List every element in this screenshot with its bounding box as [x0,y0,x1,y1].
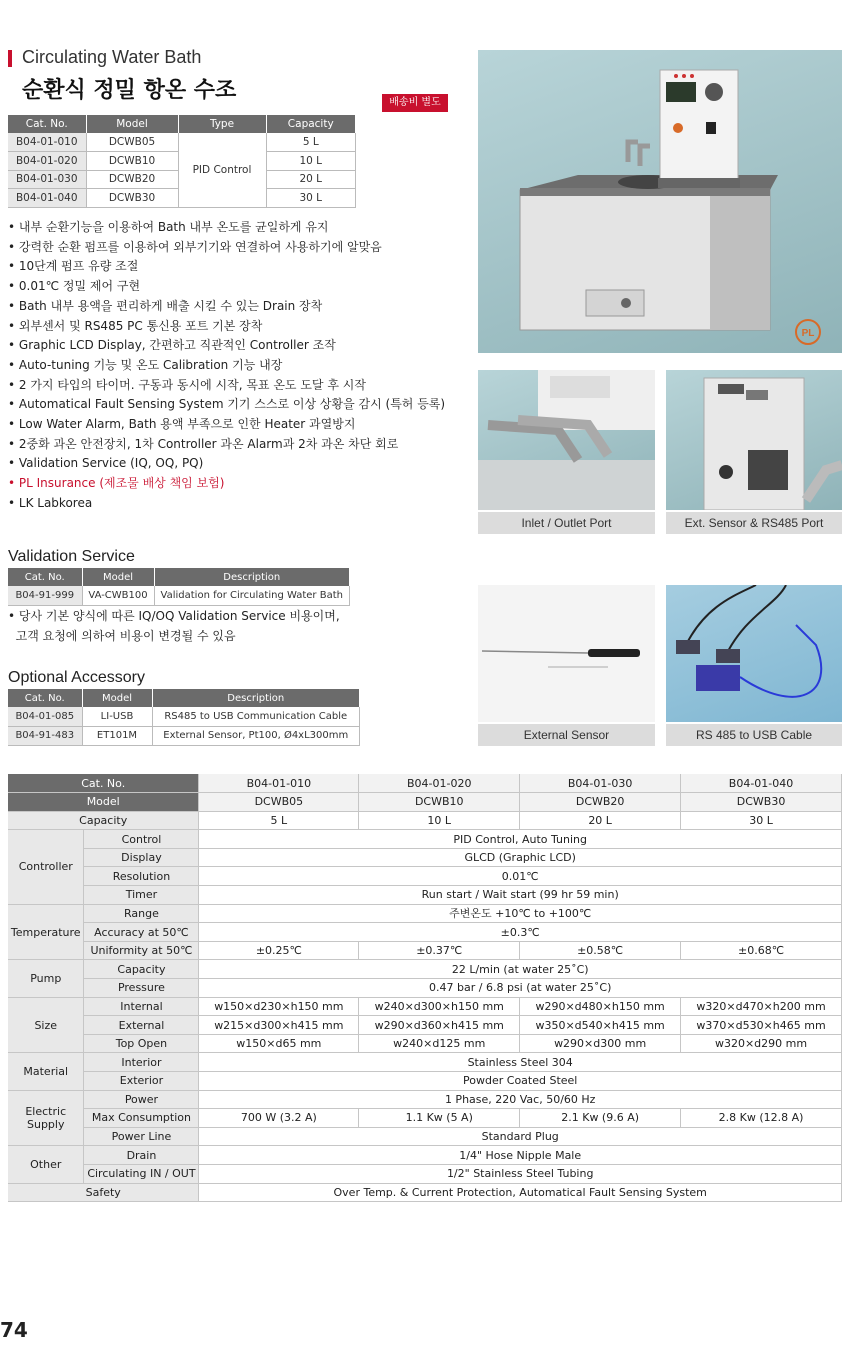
page-title-korean: 순환식 정밀 항온 수조 [22,78,237,103]
value-cell: Powder Coated Steel [199,1072,842,1091]
list-item: • 2중화 과온 안전장치, 1차 Controller 과온 Alarm과 2차 과온 차단 회로 [8,436,399,451]
value-cell: w370×d530×h465 mm [681,1016,842,1035]
row-label: Circulating IN / OUT [84,1164,199,1183]
row-label: Top Open [84,1034,199,1053]
cat-no-cell: B04-01-040 [681,774,842,793]
table-row [8,979,842,998]
inlet-outlet-photo [478,370,655,510]
table-row [8,941,842,960]
table-row [8,811,842,830]
row-label: Range [84,904,199,923]
capacity-cell: 5 L [199,811,359,830]
table-row [8,1146,842,1165]
cat-no-cell: B04-01-020 [8,152,86,171]
rs485-usb-photo [666,585,842,722]
capacity-cell: 10 L [359,811,520,830]
table-row [8,830,842,849]
group-controller: Controller [8,830,84,904]
value-cell: w150×d65 mm [199,1034,359,1053]
capacity-cell: 20 L [266,170,356,189]
model-cell: DCWB20 [86,170,178,189]
spec-table [8,774,842,1202]
header-description: Description [154,568,350,586]
description-cell: Validation for Circulating Water Bath [154,586,350,605]
table-row [8,923,842,942]
cat-no-cell: B04-01-010 [199,774,359,793]
model-cell: DCWB05 [199,793,359,812]
value-cell: ±0.3℃ [199,923,842,942]
list-item: • Graphic LCD Display, 간편하고 직관적인 Controller 조작 [8,338,336,353]
cat-no-cell: B04-01-040 [8,189,86,208]
cat-no-cell: B04-01-030 [8,170,86,189]
row-label: Exterior [84,1072,199,1091]
water-bath-illustration [478,50,842,353]
cat-no-cell: B04-91-483 [8,726,82,745]
capacity-label: Capacity [8,811,199,830]
capacity-cell: 20 L [520,811,681,830]
table-row [8,1183,842,1202]
list-item: • 내부 순환기능을 이용하여 Bath 내부 온도를 균일하게 유지 [8,220,329,234]
value-cell: 1 Phase, 220 Vac, 50/60 Hz [199,1090,842,1109]
type-cell: PID Control [178,133,266,207]
validation-section-title: Validation Service [8,548,135,565]
value-cell: w290×d300 mm [520,1034,681,1053]
title-accent-bar [8,50,12,67]
value-cell: GLCD (Graphic LCD) [199,848,842,867]
table-row [8,867,842,886]
model-cell: DCWB05 [86,133,178,152]
value-cell: 1.1 Kw (5 A) [359,1109,520,1128]
value-cell: Stainless Steel 304 [199,1053,842,1072]
value-cell: w350×d540×h415 mm [520,1016,681,1035]
validation-table [8,568,350,606]
value-cell: 0.47 bar / 6.8 psi (at water 25˚C) [199,979,842,998]
table-row [8,774,842,793]
value-cell: w320×d470×h200 mm [681,997,842,1016]
value-cell: ±0.37℃ [359,941,520,960]
value-cell: ±0.68℃ [681,941,842,960]
header-cat-no: Cat. No. [8,568,82,586]
value-cell: ±0.25℃ [199,941,359,960]
caption-sensor-port: Ext. Sensor & RS485 Port [666,512,842,534]
table-row [8,886,842,905]
value-cell: PID Control, Auto Tuning [199,830,842,849]
group-pump: Pump [8,960,84,997]
value-cell: Over Temp. & Current Protection, Automatical Fault Sensing System [199,1183,842,1202]
external-sensor-photo [478,585,655,722]
accessory-section-title: Optional Accessory [8,669,145,686]
row-label: Timer [84,886,199,905]
table-row [8,586,350,605]
cat-no-cell: B04-01-010 [8,133,86,152]
list-item: • Low Water Alarm, Bath 용액 부족으로 인한 Heater 과열방지 [8,417,356,432]
model-cell: DCWB10 [86,152,178,171]
table-row [8,793,842,812]
table-row [8,1016,842,1035]
list-item: • LK Labkorea [8,495,93,510]
list-item: • 외부센서 및 RS485 PC 통신용 포트 기본 장착 [8,318,263,333]
value-cell: Run start / Wait start (99 hr 59 min) [199,886,842,905]
list-item: • 10단계 펌프 유량 조절 [8,259,139,274]
row-label: Max Consumption [84,1109,199,1128]
model-cell: ET101M [82,726,152,745]
value-cell: w215×d300×h415 mm [199,1016,359,1035]
model-cell: VA-CWB100 [82,586,154,605]
table-row [8,1034,842,1053]
group-other: Other [8,1146,84,1183]
header-model: Model [82,568,154,586]
list-item: 고객 요청에 의하여 비용이 변경될 수 있음 [8,629,236,643]
value-cell: Standard Plug [199,1127,842,1146]
table-row [8,997,842,1016]
table-row [8,960,842,979]
header-model: Model [82,689,152,707]
caption-usb-cable: RS 485 to USB Cable [666,724,842,746]
row-label: Internal [84,997,199,1016]
value-cell: w240×d125 mm [359,1034,520,1053]
group-temperature: Temperature [8,904,84,960]
value-cell: 1/4" Hose Nipple Male [199,1146,842,1165]
sensor-port-photo [666,370,842,510]
validation-notes [8,606,340,646]
table-row [8,1164,842,1183]
catalog-table [8,115,356,208]
group-material: Material [8,1053,84,1090]
row-label: Accuracy at 50℃ [84,923,199,942]
product-photo [478,50,842,353]
header-type: Type [178,115,266,133]
list-item: • 당사 기본 양식에 따른 IQ/OQ Validation Service 비용이며, [8,609,340,623]
page-number: 74 [0,1318,28,1342]
row-label: Interior [84,1053,199,1072]
group-size: Size [8,997,84,1053]
shipping-badge: 배송비 별도 [382,94,448,112]
model-cell: DCWB30 [681,793,842,812]
row-label: Display [84,848,199,867]
list-item: • Bath 내부 용액을 편리하게 배출 시킬 수 있는 Drain 장착 [8,298,323,313]
model-cell: DCWB30 [86,189,178,208]
table-row [8,1090,842,1109]
value-cell: w150×d230×h150 mm [199,997,359,1016]
list-item: • PL Insurance (제조물 배상 책임 보험) [8,476,225,491]
caption-inlet-outlet: Inlet / Outlet Port [478,512,655,534]
model-cell: DCWB20 [520,793,681,812]
capacity-cell: 10 L [266,152,356,171]
model-cell: LI-USB [82,707,152,726]
table-row [8,133,356,152]
table-row [8,848,842,867]
header-capacity: Capacity [266,115,356,133]
list-item: • Auto-tuning 기능 및 온도 Calibration 기능 내장 [8,357,283,372]
accessory-table [8,689,360,746]
value-cell: w320×d290 mm [681,1034,842,1053]
model-cell: DCWB10 [359,793,520,812]
cat-no-label: Cat. No. [8,774,199,793]
model-label: Model [8,793,199,812]
table-row [8,707,360,726]
value-cell: 2.1 Kw (9.6 A) [520,1109,681,1128]
table-row [8,1053,842,1072]
value-cell: 700 W (3.2 A) [199,1109,359,1128]
description-cell: RS485 to USB Communication Cable [152,707,360,726]
capacity-cell: 30 L [681,811,842,830]
value-cell: 22 L/min (at water 25˚C) [199,960,842,979]
page-title-english: Circulating Water Bath [22,47,202,67]
cat-no-cell: B04-01-020 [359,774,520,793]
table-row [8,726,360,745]
value-cell: 0.01℃ [199,867,842,886]
list-item: • Validation Service (IQ, OQ, PQ) [8,456,204,471]
capacity-cell: 5 L [266,133,356,152]
description-cell: External Sensor, Pt100, Ø4xL300mm [152,726,360,745]
table-row [8,1127,842,1146]
cat-no-cell: B04-91-999 [8,586,82,605]
pl-mark: PL [801,328,815,339]
row-label: Safety [8,1183,199,1202]
table-row [8,1072,842,1091]
row-label: Capacity [84,960,199,979]
row-label: Drain [84,1146,199,1165]
header-model: Model [86,115,178,133]
row-label: Power Line [84,1127,199,1146]
row-label: Pressure [84,979,199,998]
list-item: • 강력한 순환 펌프를 이용하여 외부기기와 연결하여 사용하기에 알맞음 [8,239,382,254]
row-label: Power [84,1090,199,1109]
row-label: External [84,1016,199,1035]
value-cell: 1/2" Stainless Steel Tubing [199,1164,842,1183]
table-row [8,1109,842,1128]
value-cell: w290×d480×h150 mm [520,997,681,1016]
row-label: Uniformity at 50℃ [84,941,199,960]
list-item: • Automatical Fault Sensing System 기기 스스로 이상 상황을 감시 (특허 등록) [8,397,446,412]
row-label: Resolution [84,867,199,886]
header-cat-no: Cat. No. [8,689,82,707]
value-cell: 주변온도 +10℃ to +100℃ [199,904,842,923]
row-label: Control [84,830,199,849]
capacity-cell: 30 L [266,189,356,208]
cat-no-cell: B04-01-085 [8,707,82,726]
list-item: • 0.01℃ 정밀 제어 구현 [8,279,141,294]
value-cell: ±0.58℃ [520,941,681,960]
table-row [8,904,842,923]
list-item: • 2 가지 타입의 타이머. 구동과 동시에 시작, 목표 온도 도달 후 시작 [8,377,366,392]
value-cell: 2.8 Kw (12.8 A) [681,1109,842,1128]
value-cell: w290×d360×h415 mm [359,1016,520,1035]
value-cell: w240×d300×h150 mm [359,997,520,1016]
cat-no-cell: B04-01-030 [520,774,681,793]
caption-external-sensor: External Sensor [478,724,655,746]
header-cat-no: Cat. No. [8,115,86,133]
header-description: Description [152,689,360,707]
group-electric-supply: Electric Supply [8,1090,84,1146]
feature-list [8,218,468,514]
